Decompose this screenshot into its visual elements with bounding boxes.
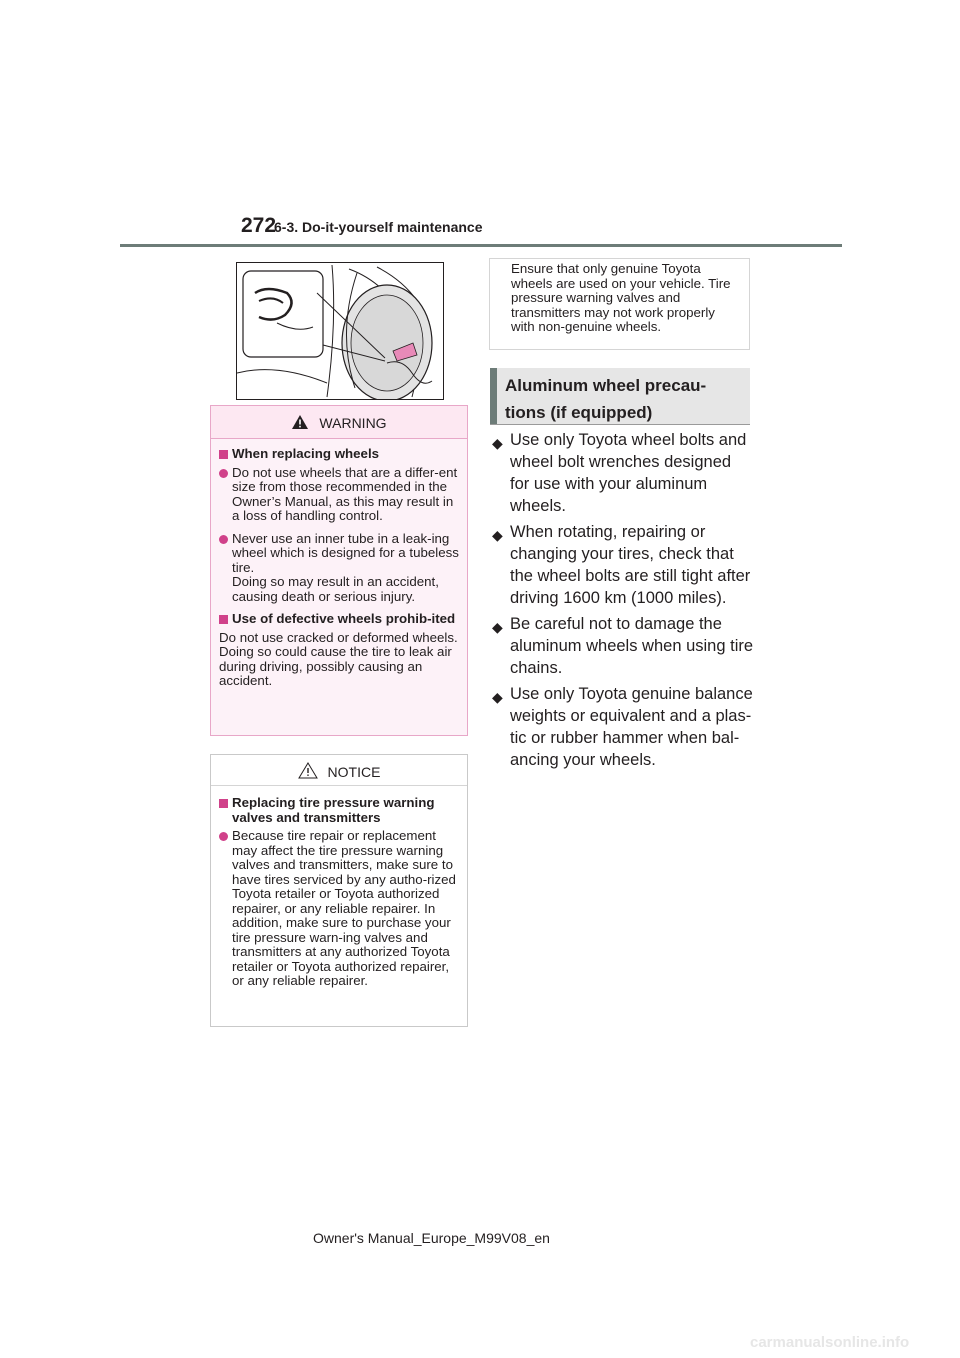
warning-bullet: Do not use wheels that are a differ-ent size from those recommended in the Owner’s Manual, as this may result in a loss of handling control.: [219, 466, 459, 524]
square-bullet-icon: [219, 615, 228, 624]
header-rule: [120, 244, 842, 247]
tip-box: [489, 258, 750, 350]
square-bullet-icon: [219, 450, 228, 459]
circle-bullet-icon: [219, 535, 228, 544]
diamond-bullet-icon: ◆: [492, 689, 503, 705]
notice-box: [210, 754, 468, 1027]
square-bullet-icon: [219, 799, 228, 808]
diamond-bullet-icon: ◆: [492, 435, 503, 451]
tip-bullet: Ensure that only genuine Toyota wheels are used on your vehicle. Tire pressure warning valves and transmitters may not work properly with non-genuine wheels.: [498, 262, 741, 335]
footer-manual-id: Owner's Manual_Europe_M99V08_en: [313, 1230, 550, 1246]
list-item: ◆ When rotating, repairing or changing your tires, check that the wheel bolts are still tight after driving 1600 km (1000 miles).: [492, 523, 751, 607]
warning-subheading: When replacing wheels: [219, 447, 459, 462]
warning-header: [211, 406, 467, 439]
heading-accent-bar: [490, 368, 497, 424]
list-item: ◆ Use only Toyota wheel bolts and wheel bolt wrenches designed for use with your aluminum wheels.: [492, 431, 747, 515]
aluminum-heading: [490, 368, 750, 425]
notice-title: NOTICE: [327, 764, 381, 780]
notice-content: [211, 786, 467, 989]
notice-header: [211, 755, 467, 786]
warning-bullet: Never use an inner tube in a leak-ing wheel which is designed for a tubeless tire. Doing so may result in an accident, causing death or serious injury.: [219, 532, 459, 605]
tire-valve-drawing: [237, 263, 443, 399]
notice-triangle-icon: [298, 762, 318, 779]
aluminum-heading-line1: Aluminum wheel precau-: [505, 376, 707, 395]
warning-content: [211, 439, 467, 689]
warning-title: WARNING: [319, 415, 387, 431]
wheel-valve-illustration: [236, 262, 444, 400]
aluminum-heading-line2: tions (if equipped): [505, 403, 653, 422]
aluminum-list: [492, 429, 754, 771]
warning-paragraph: Do not use cracked or deformed wheels. Doing so could cause the tire to leak air during driving, possibly causing an accident.: [219, 629, 458, 688]
section-title: 6-3. Do-it-yourself maintenance: [274, 219, 483, 235]
diamond-bullet-icon: ◆: [492, 619, 503, 635]
warning-subheading: Use of defective wheels prohib-ited: [219, 612, 459, 627]
circle-bullet-icon: [498, 265, 507, 274]
list-item: ◆ Be careful not to damage the aluminum wheels when using tire chains.: [492, 615, 754, 677]
warning-triangle-icon: [291, 414, 309, 430]
notice-bullet: Because tire repair or replacement may affect the tire pressure warning valves and transmitters, make sure to have tires serviced by any autho-rized Toyota retailer or Toyota authorized repairer, or any reliable repairer. In addition, make sure to purchase your tire pressure warn-ing valves and transmitters at any authorized Toyota retailer or Toyota authorized repairer, or any reliable repairer.: [219, 829, 459, 989]
warning-box: [210, 405, 468, 736]
diamond-bullet-icon: ◆: [492, 527, 503, 543]
page-number: 272: [241, 214, 277, 237]
circle-bullet-icon: [219, 469, 228, 478]
notice-subheading: Replacing tire pressure warning valves and transmitters: [219, 796, 459, 825]
list-item: ◆ Use only Toyota genuine balance weights or equivalent and a plas-tic or rubber hammer when bal-ancing your wheels.: [492, 685, 753, 769]
circle-bullet-icon: [219, 832, 228, 841]
watermark: carmanualsonline.info: [750, 1334, 910, 1351]
